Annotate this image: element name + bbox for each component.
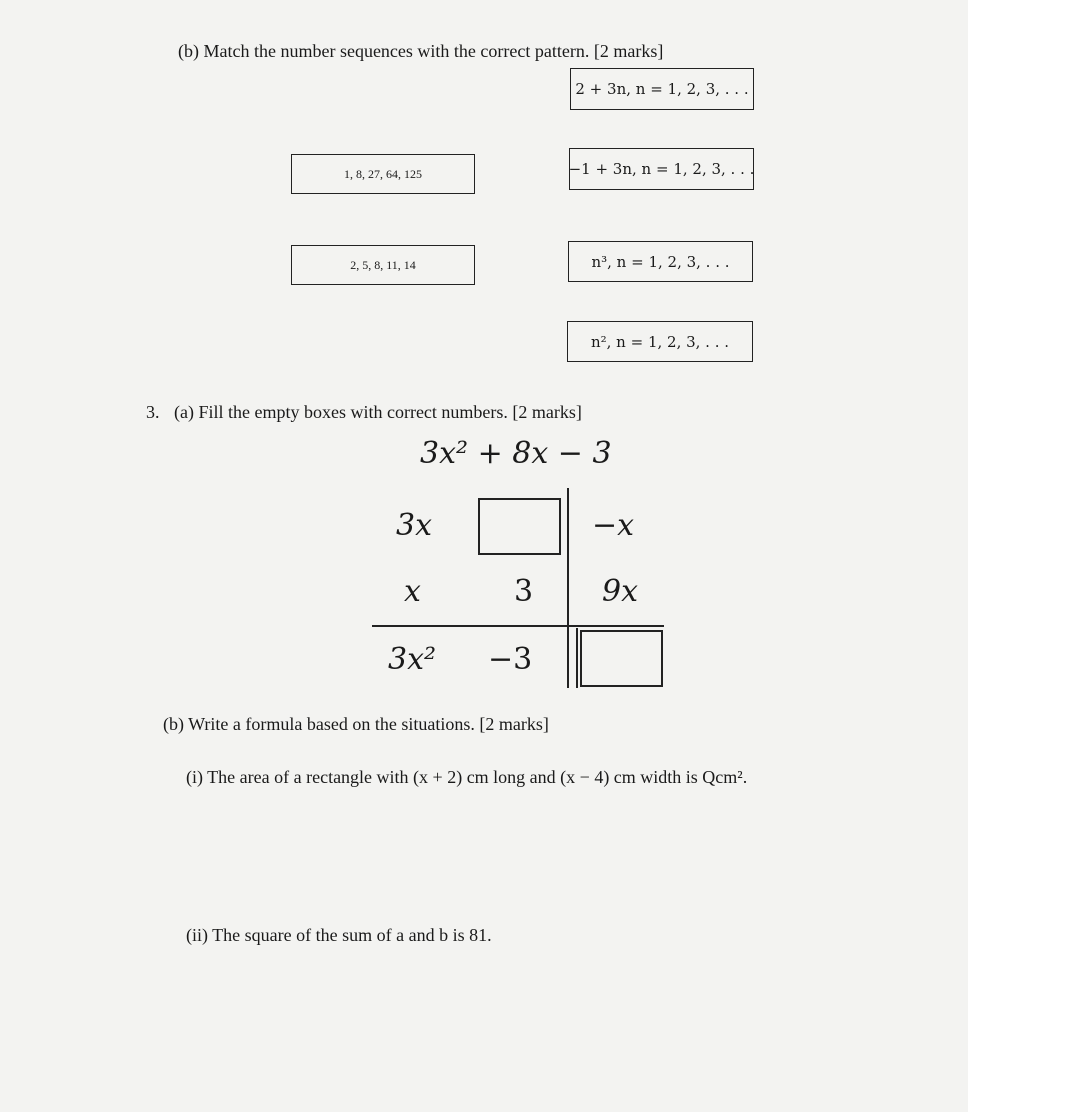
sequence-box-2[interactable] [291,245,475,285]
grid-vertical-divider [567,488,569,688]
grid-cell-r3c1 [388,642,436,677]
expression [420,436,612,471]
answer-box-1[interactable] [478,498,561,555]
grid-cell-r2c3 [602,574,638,609]
grid-text: x [404,574,421,609]
question-3a-text: (a) Fill the empty boxes with correct numbers. [2 marks] [174,402,582,422]
pattern-box-3[interactable] [568,241,753,282]
pattern-box-4[interactable] [567,321,753,362]
question-3b-i: (i) The area of a rectangle with (x + 2) cm long and (x − 4) cm width is Qcm². [186,767,748,787]
sequence-label: 2, 5, 8, 11, 14 [350,257,416,272]
question-2b-text: (b) Match the number sequences with the correct pattern. [2 marks] [178,41,664,61]
pattern-box-1[interactable] [570,68,754,110]
expression-text: 3x² + 8x − 3 [420,436,612,471]
sequence-box-1[interactable] [291,154,475,194]
question-3b-ii: (ii) The square of the sum of a and b is 81. [186,925,492,945]
grid-text: −3 [488,642,533,677]
question-3b-text: (b) Write a formula based on the situations. [2 marks] [163,714,549,734]
grid-text: −x [592,508,635,543]
grid-cell-r1c3 [592,508,634,543]
grid-double-line [576,628,578,688]
pattern-label: n², n = 1, 2, 3, . . . [590,332,730,351]
grid-horizontal-divider [372,625,664,627]
grid-text: 3 [514,574,534,609]
answer-box-2[interactable] [580,630,663,687]
grid-text: 9x [602,574,639,609]
grid-cell-r3c2 [488,642,532,677]
grid-cell-r2c1 [404,574,421,609]
pattern-label: 2 + 3n, n = 1, 2, 3, . . . [575,80,749,98]
grid-cell-r1c1 [396,508,432,543]
grid-cell-r2c2 [514,574,533,609]
question-number: 3. [146,402,160,422]
grid-text: 3x [396,508,433,543]
grid-text: 3x² [388,642,437,677]
sequence-label: 1, 8, 27, 64, 125 [344,166,422,181]
pattern-label: −1 + 3n, n = 1, 2, 3, . . . [568,160,755,178]
pattern-box-2[interactable] [569,148,754,190]
pattern-label: n³, n = 1, 2, 3, . . . [591,252,730,271]
